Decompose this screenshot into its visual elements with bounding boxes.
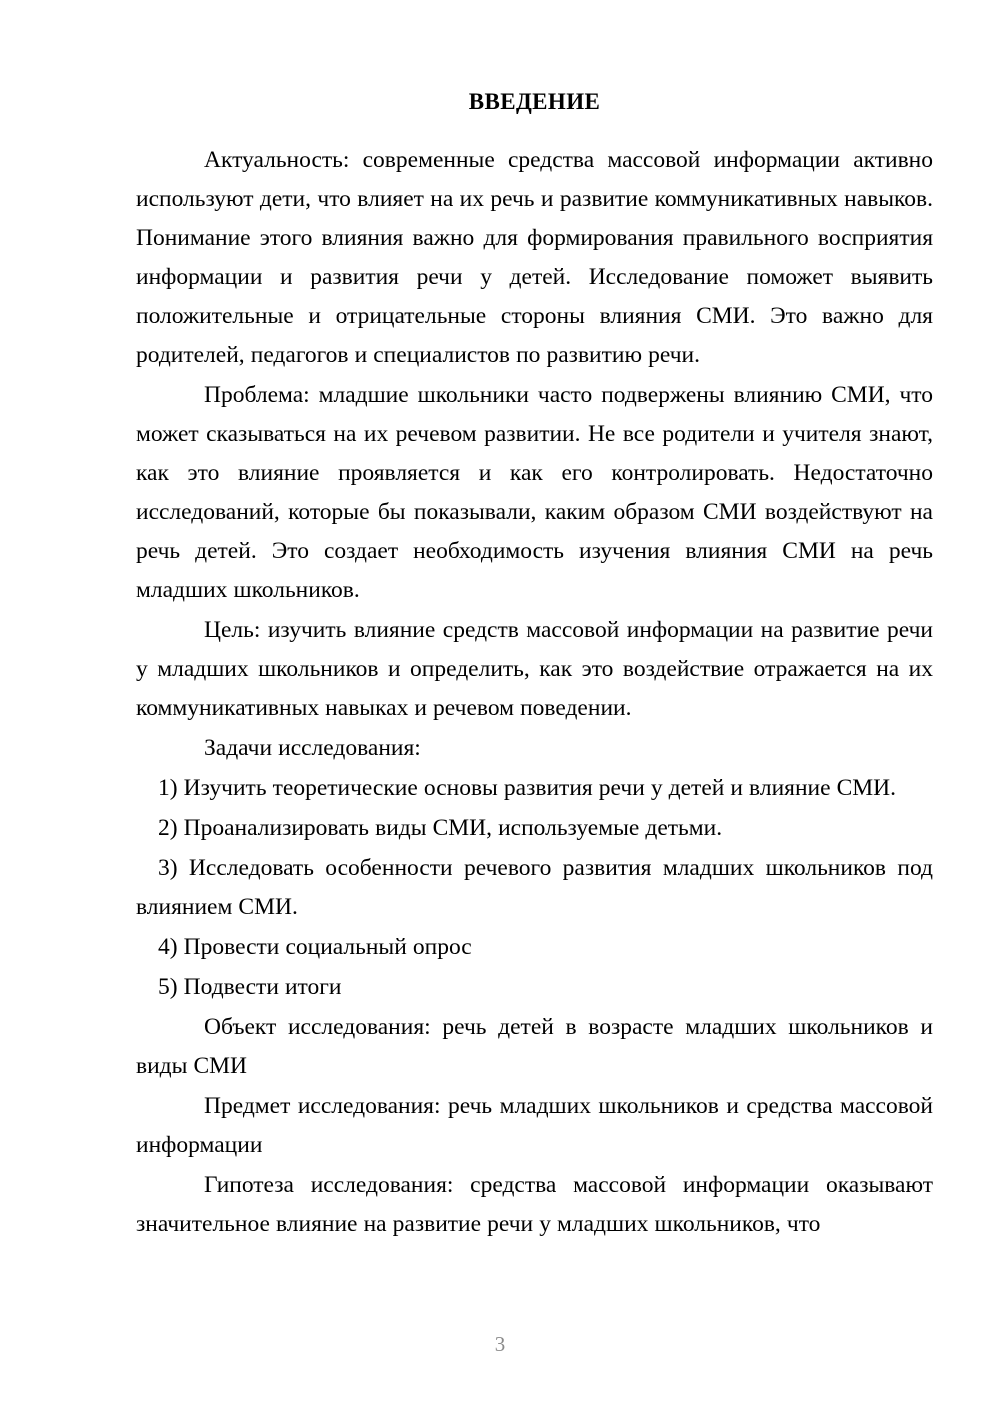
list-item-task-4: 4) Провести социальный опрос [158,934,472,960]
paragraph-relevance: Актуальность: современные средства массовой информации активно используют дети, что влияет на их речь и развитие коммуникативных навыков. Понимание этого влияния важно для формирования правильного восприятия информации и развития речи у детей. Исследование поможет выявить положительные и отрицательные стороны влияния СМИ. Это важно для родителей, педагогов и специалистов по развитию речи. [136,147,933,368]
list-item-task-5: 5) Подвести итоги [158,974,342,1000]
list-item-task-3: 3) Исследовать особенности речевого развития младших школьников под влиянием СМИ. [136,855,933,920]
paragraph-problem: Проблема: младшие школьники часто подвержены влиянию СМИ, что может сказываться на их речевом развитии. Не все родители и учителя знают, как это влияние проявляется и как его контролировать. Недостаточно исследований, которые бы показывали, каким образом СМИ воздействуют на речь детей. Это создает необходимость изучения влияния СМИ на речь младших школьников. [136,382,933,603]
page-number: 3 [494,1332,506,1356]
paragraph-goal: Цель: изучить влияние средств массовой информации на развитие речи у младших школьников и определить, как это воздействие отражается на их коммуникативных навыках и речевом поведении. [136,617,933,721]
paragraph-hypothesis: Гипотеза исследования: средства массовой информации оказывают значительное влияние на развитие речи у младших школьников, что [136,1172,933,1237]
document-content [136,82,933,1245]
paragraph-tasks-heading: Задачи исследования: [204,735,421,761]
list-item-task-1: 1) Изучить теоретические основы развития речи у детей и влияние СМИ. [158,775,897,801]
page-title: ВВЕДЕНИЕ [468,89,601,114]
list-item-task-2: 2) Проанализировать виды СМИ, используемые детьми. [158,815,723,841]
paragraph-subject: Предмет исследования: речь младших школьников и средства массовой информации [136,1093,933,1158]
paragraph-object: Объект исследования: речь детей в возрасте младших школьников и виды СМИ [136,1014,933,1079]
